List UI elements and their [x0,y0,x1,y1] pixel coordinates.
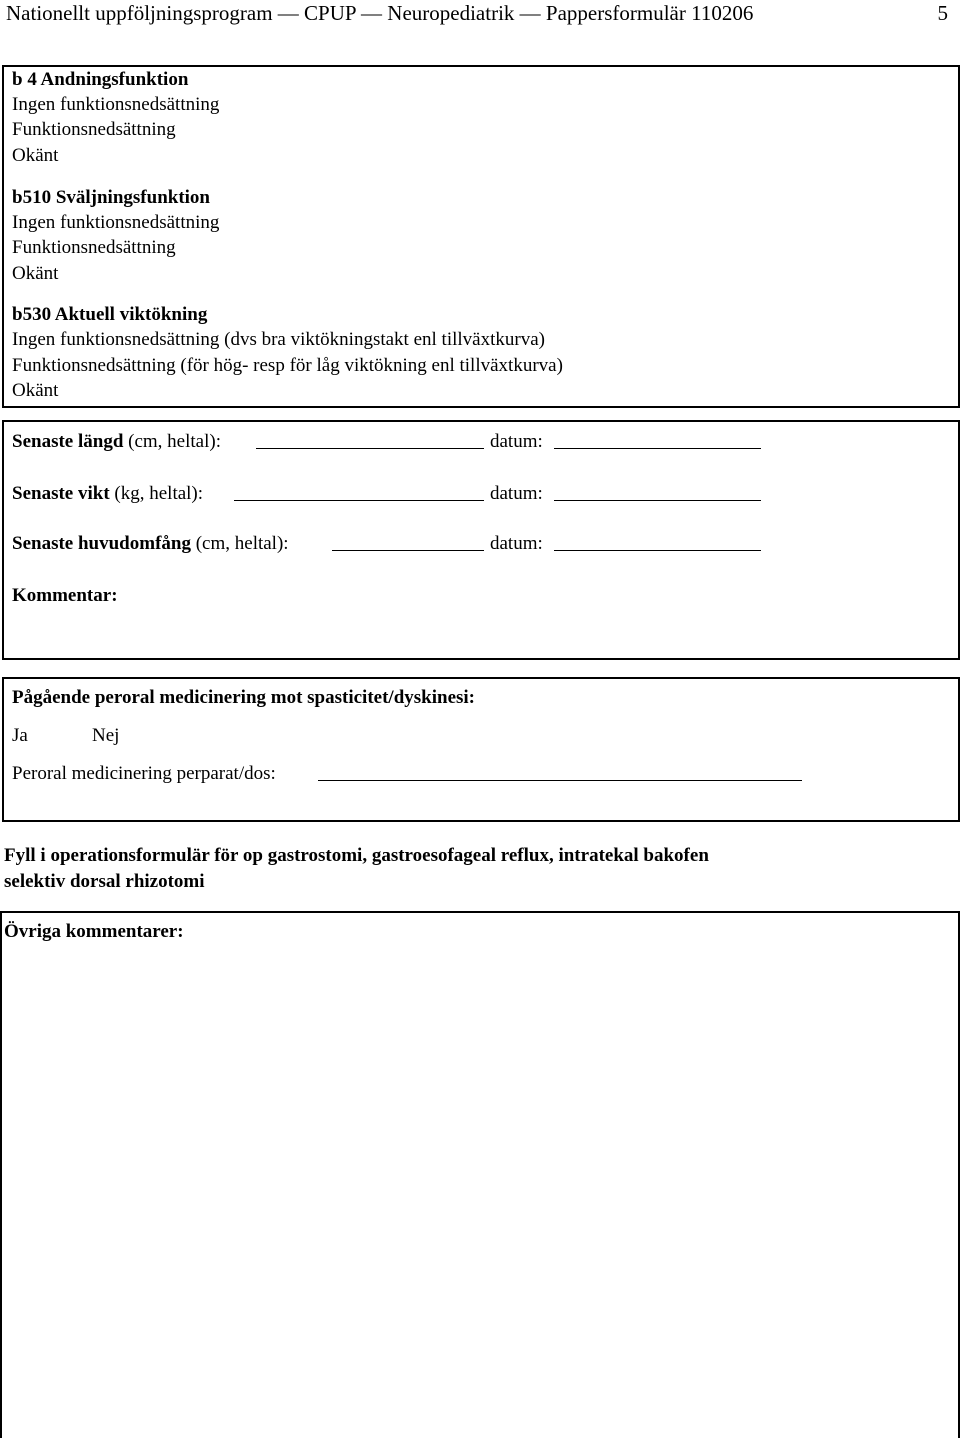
medication-heading: Pågående peroral medicinering mot spasticitet/dyskinesi: [12,687,476,708]
weight-input[interactable] [234,482,484,501]
weight-date-label: datum: [490,483,543,504]
comment-field[interactable] [12,610,942,650]
notice-line-1: Fyll i operationsformulär för op gastrostomi, gastroesofageal reflux, intratekal bakofen [4,845,709,866]
option-breathing-impaired[interactable]: Funktionsnedsättning [12,119,176,140]
other-comments-field[interactable] [6,949,954,1429]
length-date-input[interactable] [554,430,761,449]
weight-date-input[interactable] [554,482,761,501]
function-section [2,65,960,408]
option-weight-unknown[interactable]: Okänt [12,380,59,401]
document-title: Nationellt uppföljningsprogram — CPUP — Neuropediatrik — Pappersformulär 110206 [6,1,754,25]
function-heading-swallowing: b510 Sväljningsfunktion [12,187,210,208]
head-date-input[interactable] [554,532,761,551]
option-weight-impaired[interactable]: Funktionsnedsättning (för hög- resp för låg viktökning enl tillväxtkurva) [12,355,563,376]
option-weight-none[interactable]: Ingen funktionsnedsättning (dvs bra viktökningstakt enl tillväxtkurva) [12,329,545,350]
other-comments-label: Övriga kommentarer: [4,921,184,942]
head-circumference-label: Senaste huvudomfång (cm, heltal): [12,533,289,554]
option-breathing-unknown[interactable]: Okänt [12,145,59,166]
length-input[interactable] [256,430,484,449]
medication-preparation-label: Peroral medicinering perparat/dos: [12,763,276,784]
weight-label: Senaste vikt (kg, heltal): [12,483,204,504]
option-breathing-none[interactable]: Ingen funktionsnedsättning [12,94,220,115]
other-comments-section [0,911,960,1438]
head-circumference-input[interactable] [332,532,484,551]
option-swallowing-none[interactable]: Ingen funktionsnedsättning [12,212,220,233]
medication-yes-option[interactable]: Ja [12,725,28,746]
page-header [6,0,948,26]
measurements-section [2,420,960,660]
medication-no-option[interactable]: Nej [92,725,120,746]
page-number: 5 [937,1,948,25]
medication-preparation-input[interactable] [318,762,802,781]
option-swallowing-unknown[interactable]: Okänt [12,263,59,284]
medication-section [2,677,960,822]
length-label: Senaste längd (cm, heltal): [12,431,221,452]
notice-line-2: selektiv dorsal rhizotomi [4,871,205,892]
comment-label: Kommentar: [12,585,118,606]
operation-form-notice [4,843,709,895]
function-heading-breathing: b 4 Andningsfunktion [12,69,189,90]
length-date-label: datum: [490,431,543,452]
option-swallowing-impaired[interactable]: Funktionsnedsättning [12,237,176,258]
function-heading-weight-gain: b530 Aktuell viktökning [12,304,208,325]
head-date-label: datum: [490,533,543,554]
